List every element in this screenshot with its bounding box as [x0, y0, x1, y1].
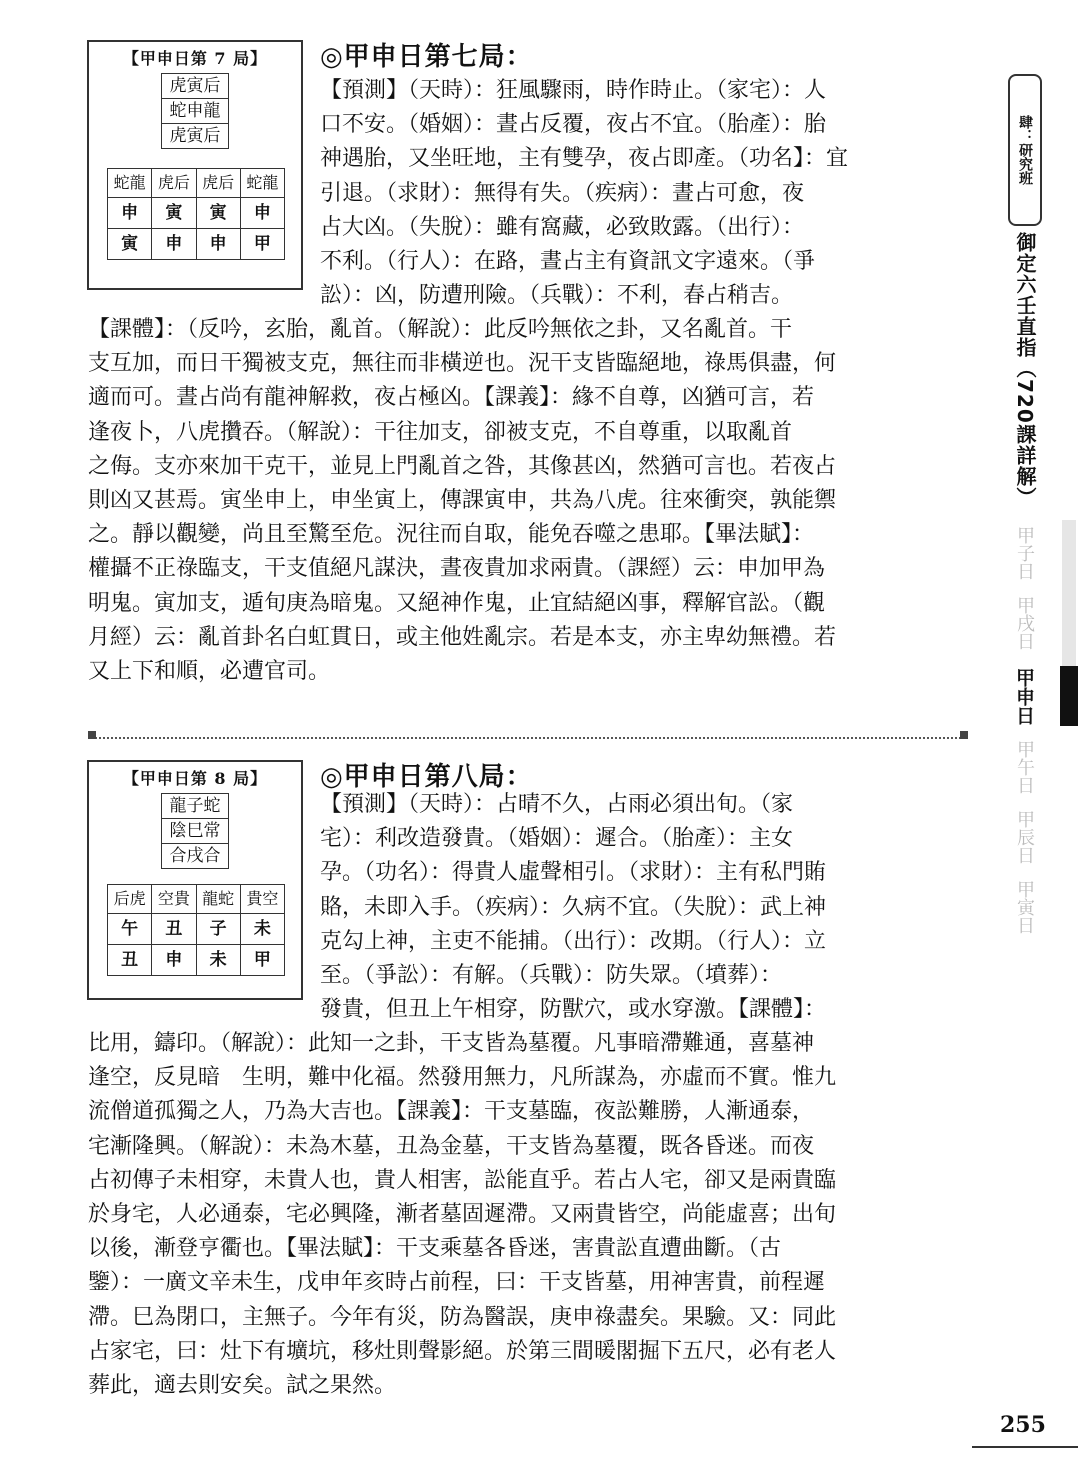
text-line: 於身宅，人必通泰，宅必興隆，漸者墓固遲滯。又兩貴皆空，尚能虛喜；出旬 — [88, 1202, 837, 1228]
section-heading-7: ◎甲申日第七局： — [320, 42, 533, 72]
grid-cell: 申 — [108, 198, 152, 228]
section-7-commentary — [88, 313, 968, 689]
grid-cell: 寅 — [197, 198, 241, 228]
text-line: 鑒）：一廣文辛未生，戊申年亥時占前程，曰：干支皆墓，用神害貴，前程遲 — [88, 1270, 826, 1296]
chart-grid — [107, 168, 285, 260]
text-line: 不利。（行人）：在路，晝占主有資訊文字遠來。（爭 — [320, 249, 816, 275]
grid-cell: 午 — [108, 914, 152, 944]
text-line: 占初傳子未相穿，未貴人也，貴人相害，訟能直乎。若占人宅，卻又是兩貴臨 — [88, 1167, 837, 1193]
grid-cell: 申 — [152, 945, 196, 975]
grid-cell: 未 — [253, 919, 271, 939]
index-jiachen: 甲辰日 — [1014, 810, 1035, 864]
chart-title: 【甲申日第 8 局】 — [122, 769, 268, 788]
grid-cell: 空貴 — [152, 885, 196, 913]
grid-cell: 申 — [197, 229, 241, 259]
text-line: 占大凶。（失脫）：雖有窩藏，必致敗露。（出行）： — [320, 214, 805, 240]
text-line: 流僧道孤獨之人，乃為大吉也。【課義】：干支墓臨，夜訟難勝，人漸通泰， — [88, 1099, 815, 1125]
text-line: 口不安。（婚姻）：晝占反覆，夜占不宜。（胎產）：胎 — [320, 112, 827, 138]
text-line: 賂，未即入手。（疾病）：久病不宜。（失脫）：武上神 — [320, 894, 827, 920]
grid-cell: 丑 — [152, 914, 196, 944]
text-line: 【預測】（天時）：占晴不久，占雨必須出旬。（家 — [320, 792, 794, 817]
chart-grid — [107, 884, 285, 976]
grid-cell: 虎后 — [152, 169, 196, 197]
grid-cell: 申 — [253, 203, 271, 223]
text-line: 克勾上神，主吏不能捕。（出行）：改期。（行人）：立 — [320, 928, 827, 954]
index-jiazi: 甲子日 — [1014, 526, 1035, 580]
text-line: 明鬼。寅加支，遁旬庚為暗鬼。又絕神作鬼，止宜結絕凶事，釋解官訟。（觀 — [88, 590, 826, 616]
grid-cell: 后虎 — [108, 885, 152, 913]
triple-row: 合戌合 — [162, 844, 228, 869]
text-line: 神遇胎，又坐旺地，主有雙孕，夜占即產。（功名】：宜 — [320, 146, 849, 172]
index-bar — [1062, 520, 1076, 666]
grid-cell: 申 — [152, 229, 196, 259]
text-line: 滯。巳為閉口，主無子。今年有災，防為醫誤，庚申祿盡矣。果驗。又：同此 — [88, 1304, 837, 1330]
book-title: 御定六壬直指（720課詳解） — [1013, 232, 1037, 508]
triple-row: 蛇申龍 — [162, 99, 228, 124]
text-line: 孕。（功名）：得貴人虛聲相引。（求財）：主有私門賄 — [320, 860, 827, 886]
text-line: 占家宅，曰：灶下有壙坑，移灶則聲影絕。於第三間暖閣掘下五尺，必有老人 — [88, 1338, 837, 1364]
grid-cell: 龍蛇 — [197, 885, 241, 913]
section-8-prediction — [320, 788, 968, 1027]
section-heading-8: ◎甲申日第八局： — [320, 762, 533, 792]
index-jiawu: 甲午日 — [1014, 740, 1035, 794]
text-line: 支互加，而日干獨被支克，無往而非橫逆也。況干支皆臨絕地，祿馬俱盡，何 — [88, 351, 837, 377]
text-line: 宅）：利改造發貴。（婚姻）：遲合。（胎產）：主女 — [320, 826, 794, 852]
page-number: 255 — [1000, 1412, 1046, 1438]
triple-row: 陰巳常 — [162, 819, 228, 844]
text-line: 葬此，適去則安矣。試之果然。 — [88, 1373, 397, 1399]
text-line: 逢空，反見暗 生明，難中化福。然發用無力，凡所謀為，亦虛而不實。惟九 — [88, 1065, 837, 1091]
section-divider — [88, 731, 968, 739]
grid-cell: 貴空 — [246, 889, 279, 908]
text-line: 又上下和順，必遭官司。 — [88, 659, 331, 685]
grid-cell: 丑 — [108, 945, 152, 975]
text-line: 【預測】（天時）：狂風驟雨，時作時止。（家宅）：人 — [320, 78, 827, 103]
chart-title: 【甲申日第 7 局】 — [122, 49, 268, 68]
triple-row: 虎寅后 — [162, 74, 228, 99]
text-line: 逢夜卜，八虎攢吞。（解說）：干往加支，卻被支克，不自尊重，以取亂首 — [88, 419, 793, 445]
grid-cell: 甲 — [253, 234, 271, 254]
text-line: 比用，鑄印。（解說）：此知一之卦，干支皆為墓覆。凡事暗滯難通，喜墓神 — [88, 1031, 815, 1056]
index-jiashen: 甲申日 — [1013, 668, 1035, 725]
chart-box-1 — [87, 40, 303, 290]
text-line: 發貴，但丑上午相穿，防獸穴，或水穿激。【課體】： — [320, 997, 827, 1023]
active-marker — [1060, 666, 1078, 726]
text-line: 月經）云：亂首卦名白虹貫日，或主他姓亂宗。若是本支，亦主卑幼無禮。若 — [88, 624, 837, 650]
grid-cell: 未 — [197, 945, 241, 975]
chapter-tab: 肆：研究班 — [1008, 74, 1042, 226]
text-line: 訟）：凶，防遭刑險。（兵戰）：不利，春占稍吉。 — [320, 283, 794, 309]
text-line: 引退。（求財）：無得有失。（疾病）：晝占可愈，夜 — [320, 180, 805, 206]
grid-cell: 甲 — [253, 950, 271, 970]
grid-cell: 寅 — [152, 198, 196, 228]
index-jiaxu: 甲戌日 — [1014, 596, 1035, 650]
text-line: 則凶又甚焉。寅坐申上，申坐寅上，傳課寅申，共為八虎。往來衝突，孰能禦 — [88, 488, 837, 514]
grid-cell: 子 — [197, 914, 241, 944]
triple-row: 龍子蛇 — [162, 794, 228, 819]
text-line: 適而可。晝占尚有龍神解救，夜占極凶。【課義】：緣不自尊，凶猶可言，若 — [88, 385, 815, 411]
grid-cell: 寅 — [108, 229, 152, 259]
text-line: 之。靜以觀變，尚且至驚至危。況往而自取，能免吞噬之患耶。【畢法賦】： — [88, 522, 815, 548]
text-line: 以後，漸登亨衢也。【畢法賦】：干支乘墓各昏迷，害貴訟直遭曲斷。（古 — [88, 1236, 782, 1262]
text-line: 權攝不正祿臨支，干支值絕凡謀決，晝夜貴加求兩貴。（課經）云：申加甲為 — [88, 556, 826, 582]
grid-cell: 蛇龍 — [246, 173, 279, 192]
index-jiayin: 甲寅日 — [1014, 880, 1035, 934]
grid-cell: 蛇龍 — [108, 169, 152, 197]
chart-box-2 — [87, 760, 303, 1000]
text-line: 宅漸隆興。（解說）：未為木墓，丑為金墓，干支皆為墓覆，既各昏迷。而夜 — [88, 1133, 815, 1159]
grid-cell: 虎后 — [197, 169, 241, 197]
chart-triple — [161, 793, 229, 869]
triple-row: 虎寅后 — [162, 124, 228, 149]
page-rule — [972, 1446, 1078, 1448]
chart-triple — [161, 73, 229, 149]
text-line: 之侮。支亦來加干克干，並見上門亂首之咎，其像甚凶，然猶可言也。若夜占 — [88, 453, 837, 479]
section-7-prediction — [320, 74, 968, 313]
section-8-commentary — [88, 1027, 968, 1403]
text-line: 至。（爭訟）：有解。（兵戰）：防失眾。（墳葬）： — [320, 963, 783, 989]
text-line: 【課體】：（反吟，玄胎，亂首。（解說）：此反吟無依之卦，又名亂首。干 — [88, 317, 793, 342]
